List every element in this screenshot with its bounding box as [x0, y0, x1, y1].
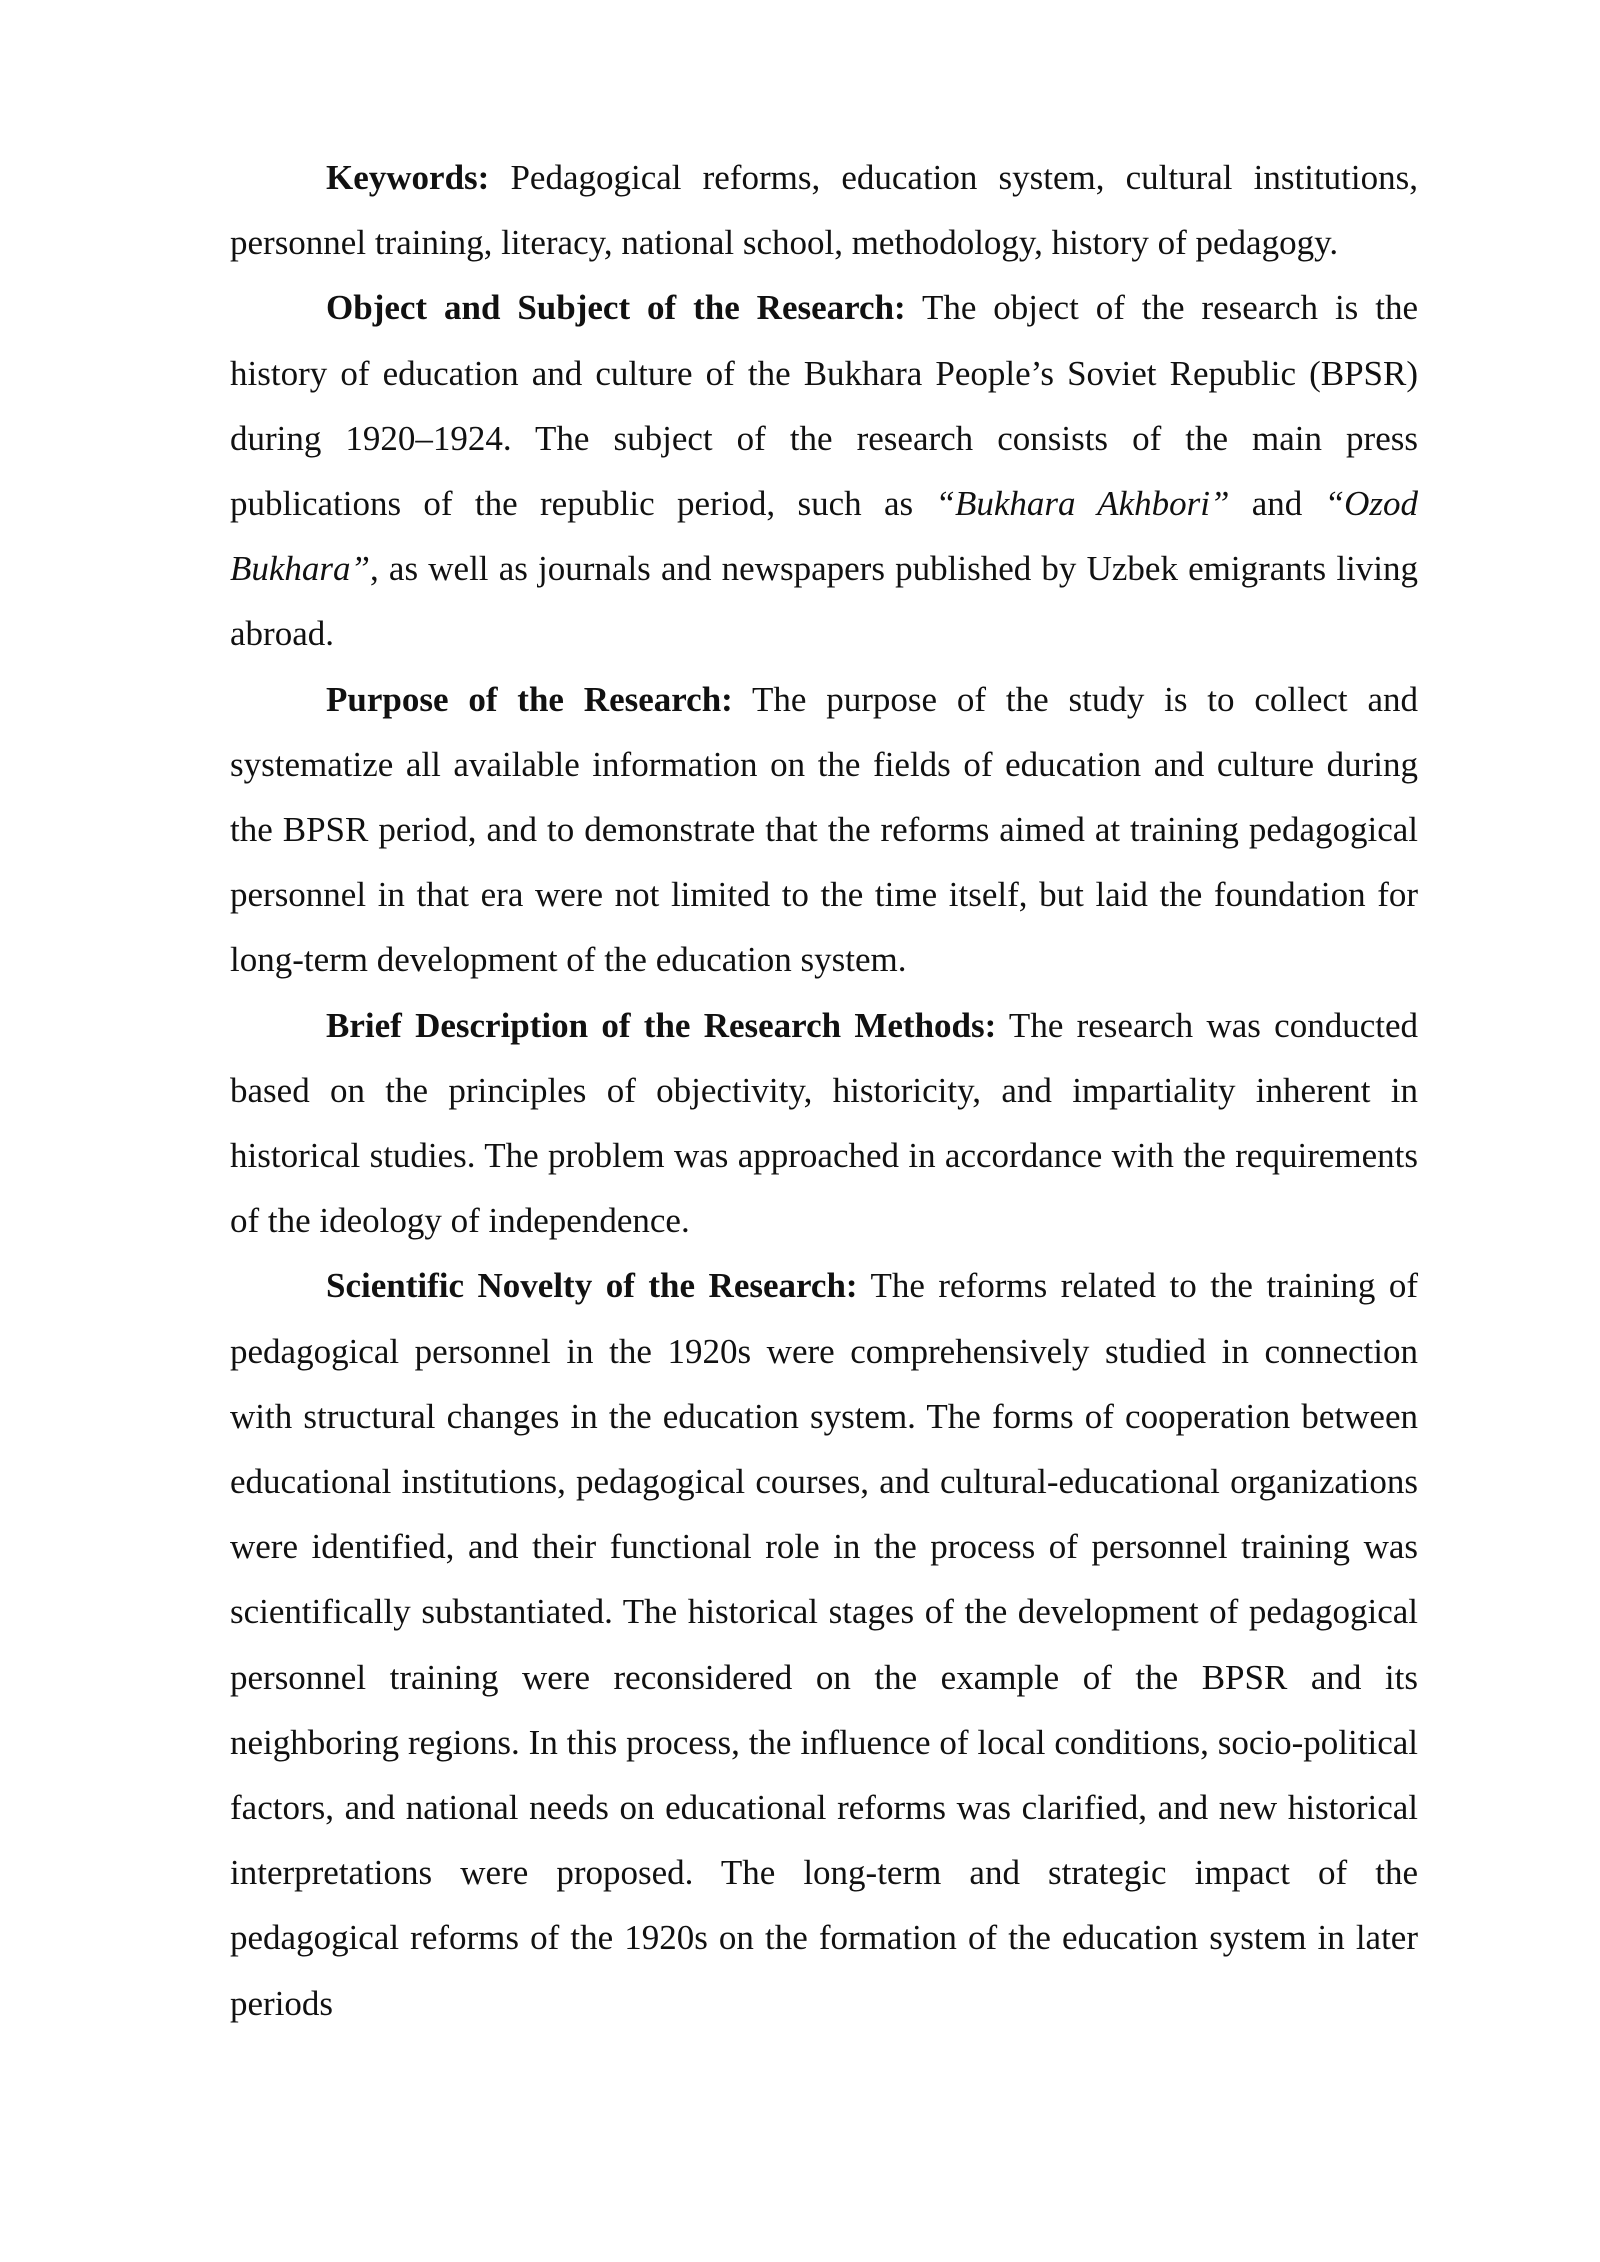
purpose-paragraph [230, 667, 1418, 993]
keywords-paragraph [230, 145, 1418, 275]
object-subject-text-1: The object of the research is the history of education and culture of the Bukhara People’s Soviet Republic (BPSR) during 1920–1924. The subject of the research consists of the main press publications of the republic period, such as [230, 288, 1418, 524]
newspaper-title-ozod-bukhara: “Ozod Bukhara” [230, 484, 1418, 589]
newspaper-title-bukhara-akhbori: “Bukhara Akhbori” [935, 484, 1230, 524]
object-subject-text-2: and [1229, 484, 1325, 524]
object-subject-label: Object and Subject of the Research: [326, 288, 906, 328]
purpose-text: The purpose of the study is to collect and systematize all available information on the fields of education and culture during the BPSR period, and to demonstrate that the reforms aimed at training pedagogical personnel in that era were not limited to the time itself, but laid the foundation for long-term development of the education system. [230, 679, 1419, 980]
methods-paragraph [230, 993, 1418, 1254]
novelty-paragraph [230, 1253, 1418, 2035]
novelty-text: The reforms related to the training of pedagogical personnel in the 1920s were comprehensively studied in connection with structural changes in the education system. The forms of cooperation between educational institutions, pedagogical courses, and cultural-educational organizations were identified, and their functional role in the process of personnel training was scientifically substantiated. The historical stages of the development of pedagogical personnel training were reconsidered on the example of the BPSR and its neighboring regions. In this process, the influence of local conditions, socio-political factors, and national needs on educational reforms was clarified, and new historical interpretations were proposed. The long-term and strategic impact of the pedagogical reforms of the 1920s on the formation of the education system in later periods [230, 1266, 1418, 2023]
methods-text: The research was conducted based on the principles of objectivity, historicity, and impartiality inherent in historical studies. The problem was approached in accordance with the requirements of the ideology of independence. [230, 1005, 1418, 1241]
object-subject-text-3: , as well as journals and newspapers published by Uzbek emigrants living abroad. [230, 549, 1418, 654]
keywords-label: Keywords: [326, 158, 490, 197]
object-subject-paragraph [230, 275, 1418, 666]
keywords-text: Pedagogical reforms, education system, cultural institutions, personnel training, literacy, national school, methodology, history of pedagogy. [230, 158, 1418, 263]
methods-label: Brief Description of the Research Methods: [326, 1005, 997, 1045]
document-page [230, 145, 1418, 2036]
novelty-label: Scientific Novelty of the Research: [326, 1266, 858, 1306]
purpose-label: Purpose of the Research: [326, 679, 733, 719]
